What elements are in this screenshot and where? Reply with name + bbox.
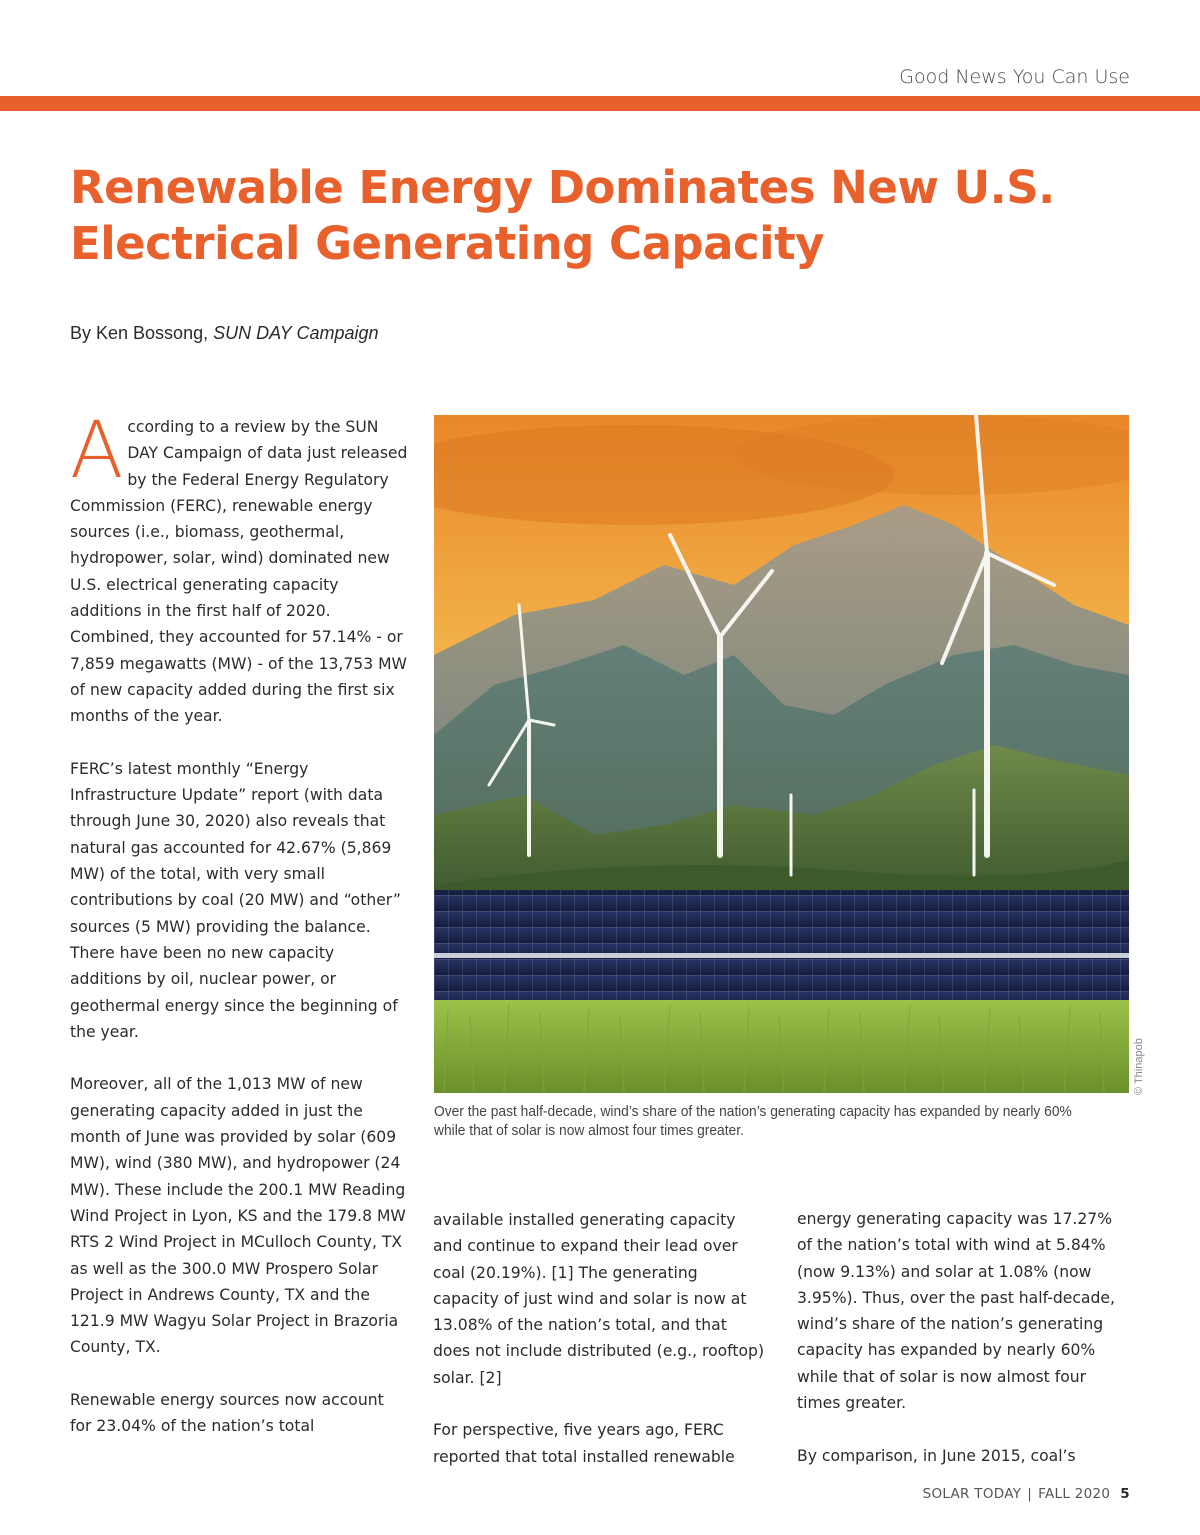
byline-org: SUN DAY Campaign [213,323,379,343]
paragraph-1-text: ccording to a review by the SUN DAY Campaign of data just released by the Federal Energy Regulatory Commission (FERC), renewable energy sources (i.e., biomass, geothermal, hydropower, solar, wind) dominated new U.S. electrical generating capacity additions in the first half of 2020. Combined, they accounted for 57.14% - or 7,859 megawatts (MW) - of the 13,753 MW of new capacity added during the first six months of the year. [70,418,408,726]
page-number: 5 [1120,1486,1130,1502]
article-photo [434,415,1129,1093]
byline-author: By Ken Bossong, [70,323,214,343]
paragraph-4: Renewable energy sources now account for 23.04% of the nation’s total [70,1390,384,1436]
section-label: Good News You Can Use [899,66,1130,88]
column-1 [70,406,408,1466]
column-3 [797,1206,1132,1495]
photo-caption: Over the past half-decade, wind’s share of the nation’s generating capacity has expanded by nearly 60% while that of solar is now almost four times greater. [434,1103,1072,1139]
footer-separator: | [1027,1486,1033,1502]
paragraph-5: available installed generating capacity and continue to expand their lead over coal (20.19%). [1] The generating capacity of just wind and solar is now at 13.08% of the nation’s total, and that does not include distributed (e.g., rooftop) solar. [2] [433,1211,765,1387]
footer-publication: SOLAR TODAY [922,1486,1022,1502]
drop-cap: A [70,406,124,496]
footer-issue: FALL 2020 [1038,1486,1111,1502]
byline [70,323,379,344]
paragraph-2: FERC’s latest monthly “Energy Infrastructure Update” report (with data through June 30, 2020) also reveals that natural gas accounted for 42.67% (5,869 MW) of the total, with very small contributions by coal (20 MW) and “other” sources (5 MW) providing the balance. There have been no new capacity additions by oil, nuclear power, or geothermal energy since the beginning of the year. [70,759,401,1041]
paragraph-6: For perspective, five years ago, FERC reported that total installed renewable [433,1421,735,1466]
paragraph-7: energy generating capacity was 17.27% of the nation’s total with wind at 5.84% (now 9.13%) and solar at 1.08% (now 3.95%). Thus, over the past half-decade, wind’s share of the nation’s generating capacity has expanded by nearly 60% while that of solar is now almost four times greater. [797,1210,1115,1413]
article-title: Renewable Energy Dominates New U.S. Electrical Generating Capacity [70,161,1055,270]
paragraph-1 [70,406,408,730]
paragraph-3: Moreover, all of the 1,013 MW of new generating capacity added in just the month of June was provided by solar (609 MW), wind (380 MW), and hydropower (24 MW). These include the 200.1 MW Reading Wind Project in Lyon, KS and the 179.8 MW RTS 2 Wind Project in MCulloch County, TX as well as the 300.0 MW Prospero Solar Project in Andrews County, TX and the 121.9 MW Wagyu Solar Project in Brazoria County, TX. [70,1075,406,1357]
page-footer [923,1486,1130,1502]
paragraph-8: By comparison, in June 2015, coal’s [797,1446,1076,1465]
photo-illustration [434,415,1129,1093]
column-2 [433,1207,768,1496]
photo-credit: © Thinapob [1133,1038,1145,1095]
header-rule [0,96,1200,111]
